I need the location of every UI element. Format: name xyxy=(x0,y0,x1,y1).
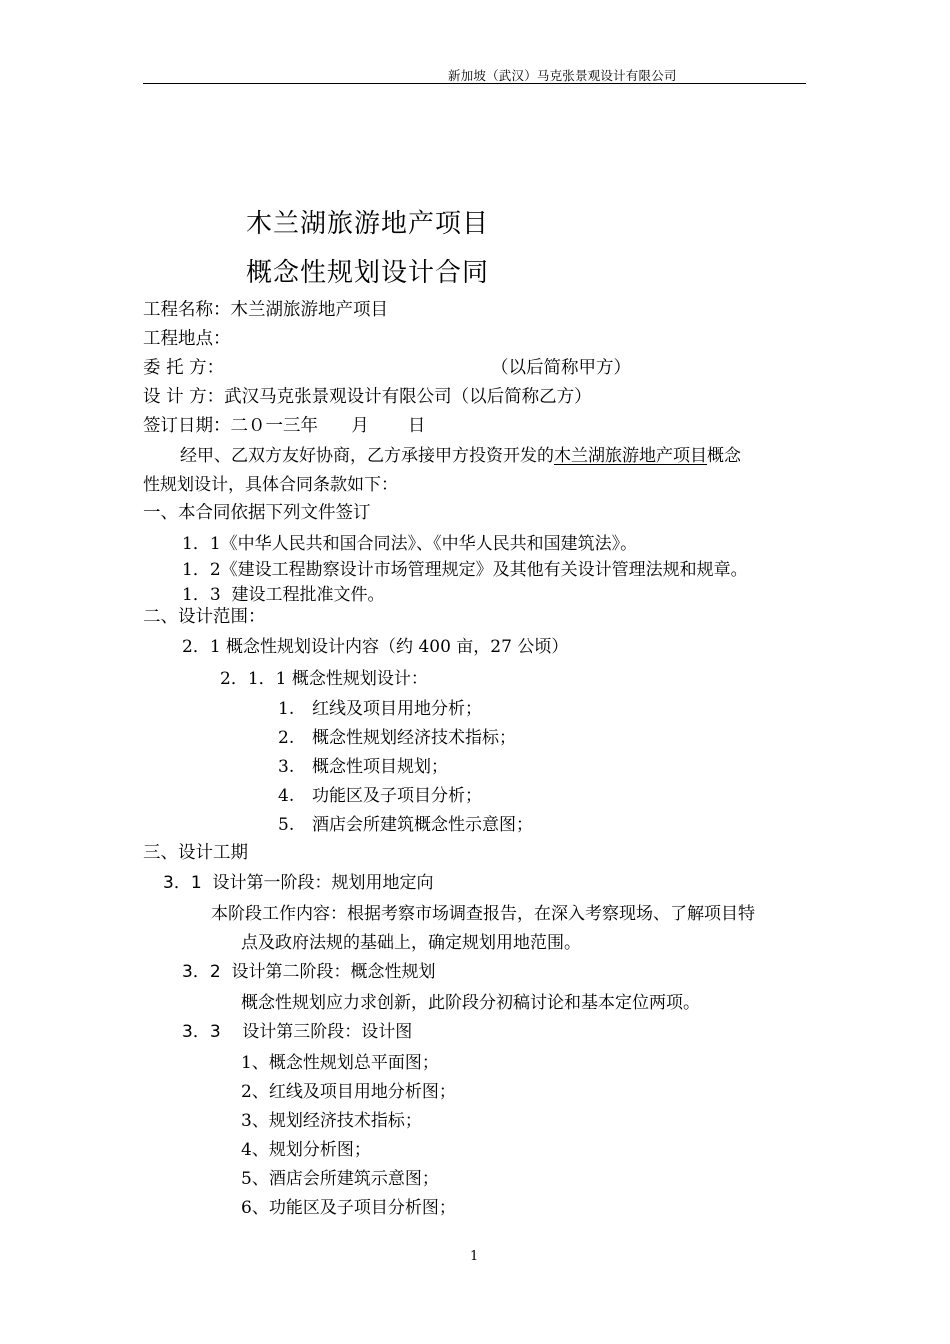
phase3-item: 3、规划经济技术指标； xyxy=(241,1111,422,1131)
page-number: 1 xyxy=(470,1249,479,1264)
phase1-text-line1: 本阶段工作内容：根据考察市场调查报告，在深入考察现场、了解项目特 xyxy=(211,904,755,924)
section2-list-item xyxy=(278,810,533,835)
section2-heading: 二、设计范围： xyxy=(143,607,266,627)
phase3-item: 1、概念性规划总平面图； xyxy=(241,1053,439,1073)
project-name-label: 工程名称： xyxy=(143,300,231,320)
phase3-item: 2、红线及项目用地分析图； xyxy=(241,1082,456,1102)
phase1-heading: 3．1 设计第一阶段：规划用地定向 xyxy=(163,873,434,893)
phase3-item: 4、规划分析图； xyxy=(241,1140,371,1160)
list-item-number: 3. xyxy=(278,757,295,777)
header-company-name: 新加坡（武汉）马克张景观设计有限公司 xyxy=(448,68,677,83)
section1-item-1: 1．1《中华人民共和国合同法》、《中华人民共和国建筑法》。 xyxy=(182,534,638,554)
document-title-line1: 木兰湖旅游地产项目 xyxy=(246,209,490,239)
sign-date-value: 二０一三年 月 日 xyxy=(230,416,426,436)
list-item-text: 概念性规划经济技术指标； xyxy=(312,728,516,748)
project-name-value: 木兰湖旅游地产项目 xyxy=(230,300,388,320)
section3-heading: 三、设计工期 xyxy=(143,843,248,863)
project-site-label: 工程地点： xyxy=(143,329,231,349)
intro-paragraph-line1 xyxy=(180,441,741,466)
section2-list-item xyxy=(278,723,516,748)
intro-project-name: 木兰湖旅游地产项目 xyxy=(554,446,707,466)
phase2-heading: 3．2 设计第二阶段：概念性规划 xyxy=(182,962,436,982)
header-rule xyxy=(143,83,806,84)
section2-list-item xyxy=(278,752,448,777)
list-item-text: 红线及项目用地分析； xyxy=(312,699,482,719)
project-name-field xyxy=(143,296,388,321)
sign-date-field xyxy=(143,412,425,437)
document-title-line2: 概念性规划设计合同 xyxy=(246,258,490,288)
intro-text-part2: 概念 xyxy=(707,446,741,466)
list-item-text: 概念性项目规划； xyxy=(312,757,448,777)
sign-date-label: 签订日期： xyxy=(143,416,231,436)
phase2-text: 概念性规划应力求创新，此阶段分初稿讨论和基本定位两项。 xyxy=(241,993,700,1013)
section1-item-2: 1．2《建设工程勘察设计市场管理规定》及其他有关设计管理法规和规章。 xyxy=(182,560,748,580)
list-item-number: 2. xyxy=(278,728,295,748)
phase3-item: 5、酒店会所建筑示意图； xyxy=(241,1169,439,1189)
section2-sub2: 2．1．1 概念性规划设计： xyxy=(220,669,428,689)
section2-list-item xyxy=(278,781,482,806)
phase3-item: 6、功能区及子项目分析图； xyxy=(241,1198,456,1218)
list-item-number: 1. xyxy=(278,699,295,719)
list-item-text: 功能区及子项目分析； xyxy=(312,786,482,806)
designer-field xyxy=(143,383,592,408)
designer-value: 武汉马克张景观设计有限公司（以后简称乙方） xyxy=(224,387,592,407)
intro-text-part1: 经甲、乙双方友好协商，乙方承接甲方投资开发的 xyxy=(180,446,554,466)
designer-label: 设 计 方： xyxy=(143,387,225,407)
client-label: 委 托 方： xyxy=(143,358,225,378)
list-item-number: 5. xyxy=(278,815,295,835)
section2-list-item xyxy=(278,694,482,719)
list-item-text: 酒店会所建筑概念性示意图； xyxy=(312,815,533,835)
intro-paragraph-line2: 性规划设计，具体合同条款如下： xyxy=(143,475,398,495)
phase1-text-line2: 点及政府法规的基础上，确定规划用地范围。 xyxy=(241,933,581,953)
phase3-heading: 3．3 设计第三阶段：设计图 xyxy=(182,1022,413,1042)
section2-sub1: 2．1 概念性规划设计内容（约 400 亩，27 公顷） xyxy=(182,637,569,657)
list-item-number: 4. xyxy=(278,786,295,806)
client-note: （以后简称甲方） xyxy=(491,358,631,378)
section1-item-3: 1．3 建设工程批准文件。 xyxy=(182,585,385,605)
section1-heading: 一、本合同依据下列文件签订 xyxy=(143,503,371,523)
